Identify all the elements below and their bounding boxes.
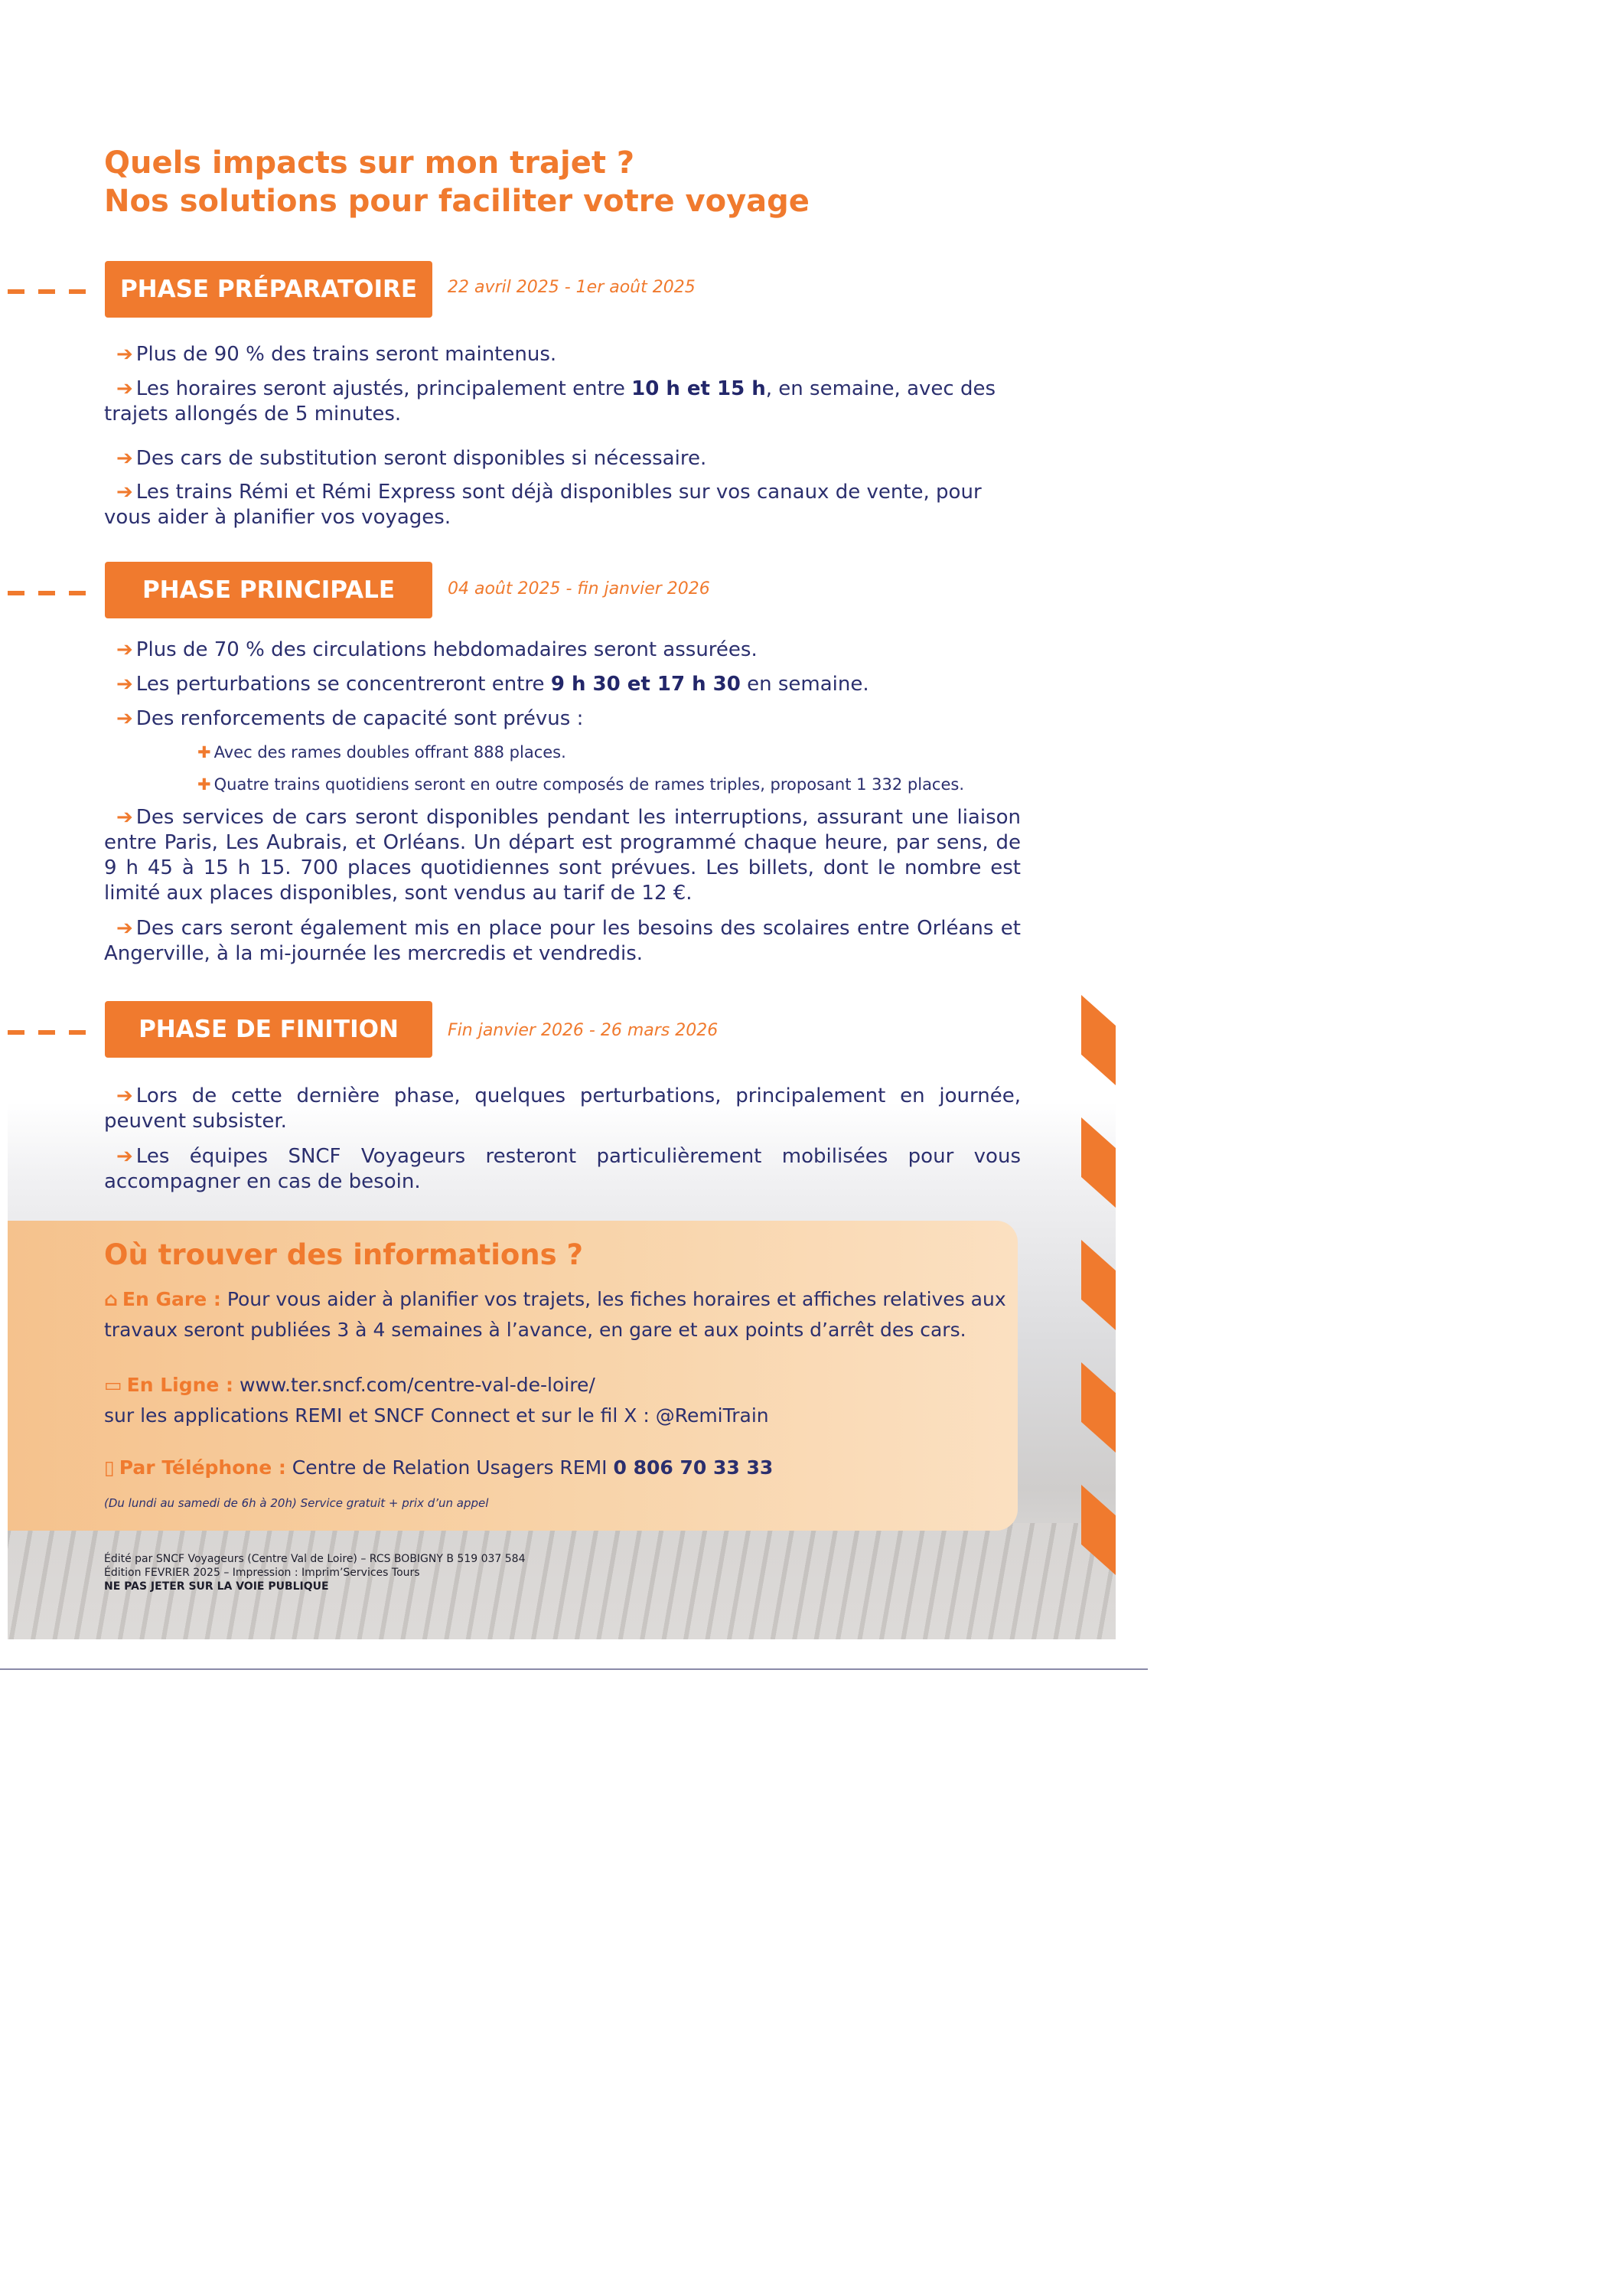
phase-dash-3 (8, 1030, 86, 1035)
arrow-icon: ➔ (116, 1145, 133, 1168)
plus-icon: ✚ (197, 743, 211, 762)
phone-icon: ▯ (104, 1456, 115, 1479)
phase-label-finition: PHASE DE FINITION (105, 1001, 432, 1058)
plus-icon: ✚ (197, 775, 211, 794)
arrow-icon: ➔ (116, 707, 133, 730)
footer-line-3: NE PAS JETER SUR LA VOIE PUBLIQUE (104, 1580, 329, 1593)
phase1-bullet: ➔ Des cars de substitution seront disponibles si nécessaire. (116, 447, 707, 470)
info-tel-number[interactable]: 0 806 70 33 33 (613, 1456, 774, 1479)
phase-dates-preparatoire: 22 avril 2025 - 1er août 2025 (448, 278, 696, 297)
arrow-icon: ➔ (116, 806, 133, 829)
arrow-icon: ➔ (116, 447, 133, 470)
arrow-icon: ➔ (116, 673, 133, 696)
phase2-bullet: ➔ Des cars seront également mis en place pour les besoins des scolaires entre Orléans et Angerville, à la mi-journée les mercredis et vendredis. (104, 917, 1021, 965)
info-en-gare (104, 1284, 1007, 1345)
phase1-bullet: ➔ Plus de 90 % des trains seront maintenus. (116, 343, 557, 366)
phase-dash-1 (8, 289, 86, 294)
info-gare-label: En Gare : (122, 1288, 221, 1310)
phase2-bullet: ➔ Des renforcements de capacité sont prévus : (116, 707, 584, 730)
phone-note: (Du lundi au samedi de 6h à 20h) Service gratuit + prix d’un appel (104, 1496, 489, 1510)
info-ligne-url[interactable]: www.ter.sncf.com/centre-val-de-loire/ (233, 1374, 595, 1396)
footer-line-1: Édité par SNCF Voyageurs (Centre Val de Loire) – RCS BOBIGNY B 519 037 584 (104, 1553, 526, 1565)
page-edge-line (0, 1668, 1148, 1670)
arrow-icon: ➔ (116, 1084, 133, 1107)
phase2-bullet: ➔ Des services de cars seront disponibles pendant les interruptions, assurant une liaison entre Paris, Les Aubrais, et Orléans. Un départ est programmé chaque heure, par sens, de 9 h 45 à 15 h 15. 700 places quotidiennes sont prévues. Les billets, dont le nombre est limité aux places disponibles, sont vendus au tarif de 12 €. (104, 806, 1021, 905)
footer-legal (104, 1552, 526, 1593)
info-tel-text: Centre de Relation Usagers REMI (285, 1456, 614, 1479)
phase1-bullet: ➔ Les horaires seront ajustés, principalement entre 10 h et 15 h, en semaine, avec des trajets allongés de 5 minutes. (104, 377, 996, 426)
phase-dates-finition: Fin janvier 2026 - 26 mars 2026 (448, 1021, 719, 1040)
arrow-icon: ➔ (116, 343, 133, 366)
arrow-icon: ➔ (116, 917, 133, 940)
station-icon: ⌂ (104, 1288, 118, 1310)
chevron-decoration (1081, 995, 1116, 1085)
phase2-sub-bullet: ✚ Avec des rames doubles offrant 888 places. (197, 743, 566, 762)
info-ligne-text: sur les applications REMI et SNCF Connect et sur le fil X : @RemiTrain (104, 1404, 769, 1427)
laptop-icon: ▭ (104, 1374, 122, 1396)
arrow-icon: ➔ (116, 481, 133, 504)
info-gare-text: Pour vous aider à planifier vos trajets, les fiches horaires et affiches relatives aux travaux seront publiées 3 à 4 semaines à l’avance, en gare et aux points d’arrêt des cars. (104, 1288, 1006, 1341)
title-line-2: Nos solutions pour faciliter votre voyage (104, 184, 810, 219)
phase-label-preparatoire: PHASE PRÉPARATOIRE (105, 261, 432, 318)
phase3-bullet: ➔ Les équipes SNCF Voyageurs resteront particulièrement mobilisées pour vous accompagner en cas de besoin. (104, 1145, 1021, 1193)
info-en-ligne (104, 1370, 1007, 1431)
phase2-sub-bullet: ✚ Quatre trains quotidiens seront en outre composés de rames triples, proposant 1 332 places. (197, 775, 965, 794)
phase1-bullet: ➔ Les trains Rémi et Rémi Express sont déjà disponibles sur vos canaux de vente, pour vous aider à planifier vos voyages. (104, 481, 982, 529)
info-telephone (104, 1453, 1007, 1483)
phase-dash-2 (8, 591, 86, 595)
phase-label-principale: PHASE PRINCIPALE (105, 562, 432, 618)
arrow-icon: ➔ (116, 377, 133, 400)
info-ligne-label: En Ligne : (126, 1374, 234, 1396)
info-title: Où trouver des informations ? (104, 1238, 584, 1271)
page-title (104, 144, 810, 220)
arrow-icon: ➔ (116, 638, 133, 661)
footer-line-2: Édition FEVRIER 2025 – Impression : Imprim’Services Tours (104, 1567, 420, 1579)
phase2-bullet: ➔ Les perturbations se concentreront entre 9 h 30 et 17 h 30 en semaine. (116, 673, 869, 696)
phase-dates-principale: 04 août 2025 - fin janvier 2026 (448, 579, 710, 598)
title-line-1: Quels impacts sur mon trajet ? (104, 145, 635, 181)
info-tel-label: Par Téléphone : (119, 1456, 286, 1479)
phase2-bullet: ➔ Plus de 70 % des circulations hebdomadaires seront assurées. (116, 638, 758, 661)
phase3-bullet: ➔ Lors de cette dernière phase, quelques perturbations, principalement en journée, peuvent subsister. (104, 1084, 1021, 1133)
